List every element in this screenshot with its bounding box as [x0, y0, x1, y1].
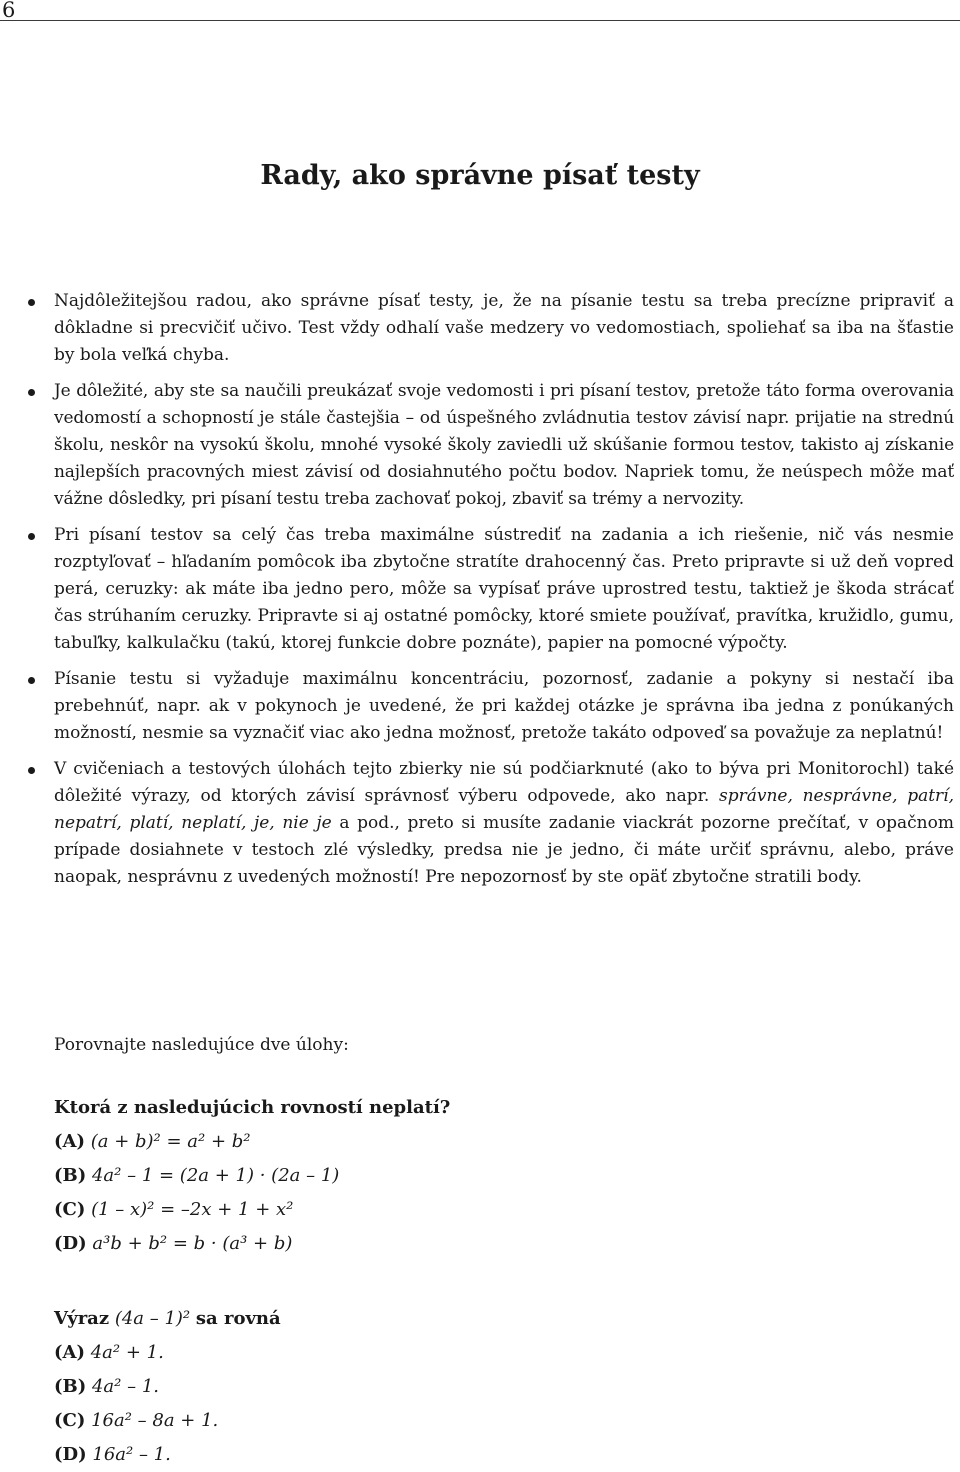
- option-letter: (C): [54, 1199, 86, 1220]
- tip-text-end: a pod., preto si musíte zadanie viackrát pozorne prečítať, v opačnom prípade dosiahnete v testoch zlé výsledky, predsa nie je jedno, či máte určiť správnu, alebo, práve naopak, nesprávnu z uvedených možností! Pre nepozornosť by ste opäť zbytočne stratili body.: [54, 813, 954, 887]
- option-letter: (D): [54, 1233, 87, 1254]
- page-number: 6: [2, 0, 16, 22]
- bullet-icon: [28, 299, 35, 306]
- option-letter: (B): [54, 1165, 87, 1186]
- header-rule: [0, 20, 960, 21]
- tip-text: Je dôležité, aby ste sa naučili preukázať svoje vedomosti i pri písaní testov, pretože táto forma overovania vedomostí a schopností je stále častejšia – od úspešného zvládnutia testov závisí napr. prijatie na strednú školu, neskôr na vysokú školu, mnohé vysoké školy zaviedli už skúšanie formou testov, takisto aj získanie najlepších pracovných miest závisí od dosiahnutého počtu bodov. Napriek tomu, že neúspech môže mať vážne dôsledky, pri písaní testu treba zachovať pokoj, zbaviť sa trémy a nervozity.: [54, 381, 954, 509]
- option-letter: (D): [54, 1444, 87, 1465]
- bullet-icon: [28, 677, 35, 684]
- option-expression: 4a² + 1.: [90, 1342, 164, 1363]
- tip-text-emphasis: správne, nesprávne, patrí, nepatrí, platí, neplatí, je, nie je: [54, 786, 955, 833]
- question-2-heading: [54, 1302, 281, 1336]
- bullet-icon: [28, 389, 35, 396]
- page-title: Rady, ako správne písať testy: [260, 160, 700, 191]
- question-2-option-d: [54, 1438, 281, 1472]
- option-expression: 4a² – 1.: [91, 1376, 160, 1397]
- question-2-option-c: [54, 1404, 281, 1438]
- tip-text: Pri písaní testov sa celý čas treba maximálne sústrediť na zadania a ich riešenie, nič vás nesmie rozptyľovať – hľadaním pomôcok iba zbytočne stratíte drahocenný čas. Preto pripravte si už deň vopred perá, ceruzky: ak máte iba jedno pero, môže sa vypísať práve uprostred testu, taktiež je škoda strácať čas strúhaním ceruzky. Pripravte si aj ostatné pomôcky, ktoré smiete používať, pravítka, kružidlo, gumu, tabuľky, kalkulačku (takú, ktorej funkcie dobre poznáte), papier na pomocné výpočty.: [54, 525, 954, 653]
- list-item: [0, 522, 960, 657]
- bullet-icon: [28, 767, 35, 774]
- question-1-heading: Ktorá z nasledujúcich rovností neplatí?: [54, 1097, 451, 1118]
- option-letter: (B): [54, 1376, 87, 1397]
- bullet-icon: [28, 533, 35, 540]
- option-letter: (A): [54, 1342, 85, 1363]
- list-item: [0, 378, 960, 513]
- compare-intro: Porovnajte nasledujúce dve úlohy:: [54, 1035, 349, 1055]
- option-letter: (A): [54, 1131, 85, 1152]
- tip-text-start: V cvičeniach a testových úlohách tejto zbierky nie sú podčiarknuté (ako to býva pri Monitorochl) také dôležité výrazy, od ktorých závisí správnosť výberu odpovede, ako napr.: [54, 759, 954, 806]
- tip-text: Najdôležitejšou radou, ako správne písať testy, je, že na písanie testu sa treba precízne pripraviť a dôkladne si precvičiť učivo. Test vždy odhalí vaše medzery vo vedomostiach, spoliehať sa iba na šťastie by bola veľká chyba.: [54, 291, 954, 365]
- question-1-option-d: [54, 1227, 450, 1261]
- option-expression: 4a² – 1 = (2a + 1) · (2a – 1): [91, 1165, 340, 1186]
- question-1-option-c: [54, 1193, 450, 1227]
- question-2-option-a: [54, 1336, 281, 1370]
- question-2-heading-expression: (4a – 1)²: [114, 1308, 191, 1329]
- option-expression: a³b + b² = b · (a³ + b): [92, 1233, 293, 1254]
- list-item: [0, 288, 960, 369]
- option-letter: (C): [54, 1410, 86, 1431]
- question-2-option-b: [54, 1370, 281, 1404]
- question-2: [54, 1302, 281, 1472]
- question-2-heading-end: sa rovná: [195, 1308, 281, 1329]
- question-2-heading-start: Výraz: [54, 1308, 110, 1329]
- option-expression: (1 – x)² = –2x + 1 + x²: [91, 1199, 294, 1220]
- list-item: [0, 666, 960, 747]
- tips-list: [0, 288, 960, 900]
- list-item: [0, 756, 960, 891]
- question-1-option-a: [54, 1125, 450, 1159]
- question-1: [54, 1091, 450, 1261]
- option-expression: 16a² – 1.: [92, 1444, 171, 1465]
- question-1-option-b: [54, 1159, 450, 1193]
- tip-text: Písanie testu si vyžaduje maximálnu koncentráciu, pozornosť, zadanie a pokyny si nestačí iba prebehnúť, napr. ak v pokynoch je uvedené, že pri každej otázke je správna iba jedna z ponúkaných možností, nesmie sa vyznačiť viac ako jedna možnosť, pretože takáto odpoveď sa považuje za neplatnú!: [54, 669, 954, 743]
- option-expression: (a + b)² = a² + b²: [90, 1131, 251, 1152]
- option-expression: 16a² – 8a + 1.: [91, 1410, 219, 1431]
